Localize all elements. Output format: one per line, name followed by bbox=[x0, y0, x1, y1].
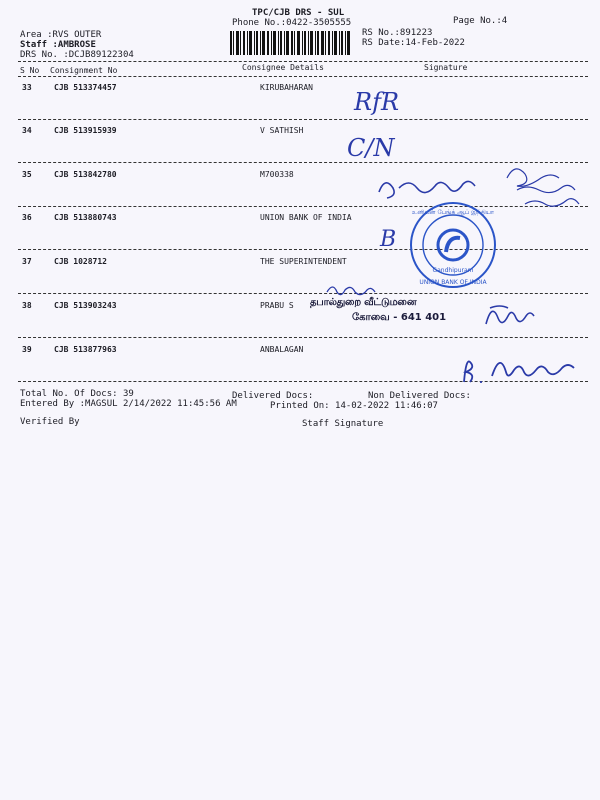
row-consignee: PRABU S bbox=[260, 301, 294, 310]
seal-branch-text: Gandhipuram bbox=[432, 267, 474, 274]
handwriting-row-36: B bbox=[380, 227, 397, 252]
divider-header-top bbox=[18, 61, 588, 62]
signature-row-33 bbox=[350, 82, 420, 122]
rs-number: RS No.:891223 bbox=[362, 28, 433, 38]
row-sno: 36 bbox=[22, 213, 32, 222]
total-docs: Total No. Of Docs: 39 bbox=[20, 389, 134, 399]
delivered-docs: Delivered Docs: bbox=[232, 391, 314, 401]
row-sno: 39 bbox=[22, 345, 32, 354]
drs-number: DRS No. :DCJB89122304 bbox=[20, 50, 134, 60]
staff-label: Staff :AMBROSE bbox=[20, 40, 96, 50]
row-divider bbox=[18, 119, 588, 120]
non-delivered-docs: Non Delivered Docs: bbox=[368, 391, 471, 401]
divider-header-bottom bbox=[18, 76, 588, 77]
rs-date: RS Date:14-Feb-2022 bbox=[362, 38, 465, 48]
row-sno: 37 bbox=[22, 257, 32, 266]
signature-row-39 bbox=[458, 348, 583, 388]
col-consignment: Consignment No bbox=[50, 66, 118, 75]
row-consignee: ANBALAGAN bbox=[260, 345, 304, 354]
entered-by: Entered By :MAGSUL 2/14/2022 11:45:56 AM bbox=[20, 399, 237, 409]
page-number: Page No.:4 bbox=[453, 16, 508, 26]
handwritten-note-icon bbox=[325, 282, 385, 296]
row-consignment: CJB 513915939 bbox=[54, 126, 117, 135]
row-sno: 34 bbox=[22, 126, 32, 135]
row-consignment: CJB 513903243 bbox=[54, 301, 117, 310]
col-sno: S No bbox=[20, 66, 40, 75]
row-consignee: UNION BANK OF INDIA bbox=[260, 213, 352, 222]
doc-title: TPC/CJB DRS - SUL bbox=[252, 8, 345, 18]
seal-bottom-text: UNION BANK OF INDIA bbox=[419, 279, 487, 286]
col-signature: Signature bbox=[424, 63, 468, 72]
printed-on: Printed On: 14-02-2022 11:46:07 bbox=[270, 401, 438, 411]
row-divider bbox=[18, 293, 588, 294]
col-consignee: Consignee Details bbox=[242, 63, 324, 72]
handwriting-row-33: RfR bbox=[354, 88, 400, 116]
signature-row-36 bbox=[378, 218, 410, 258]
verified-by: Verified By bbox=[20, 417, 80, 427]
office-stamp-line2: கோவை - 641 401 bbox=[352, 312, 447, 323]
row-consignment: CJB 1028712 bbox=[54, 257, 107, 266]
row-sno: 33 bbox=[22, 83, 32, 92]
row-consignee: KIRUBAHARAN bbox=[260, 83, 313, 92]
row-consignment: CJB 513877963 bbox=[54, 345, 117, 354]
signature-row-38 bbox=[482, 296, 542, 332]
barcode bbox=[230, 31, 350, 55]
row-consignee: M700338 bbox=[260, 170, 294, 179]
row-consignee: THE SUPERINTENDENT bbox=[260, 257, 347, 266]
staff-signature: Staff Signature bbox=[302, 419, 384, 429]
phone-number: Phone No.:0422-3505555 bbox=[232, 18, 352, 28]
seal-top-text: உனியன் பேங்க் ஆப் இந்தியா bbox=[411, 209, 495, 216]
row-divider bbox=[18, 337, 588, 338]
row-consignment: CJB 513842780 bbox=[54, 170, 117, 179]
row-consignee: V SATHISH bbox=[260, 126, 304, 135]
row-sno: 35 bbox=[22, 170, 32, 179]
office-stamp-line1: தபால்துறை வீட்டுமனை bbox=[310, 297, 417, 308]
bank-seal-stamp bbox=[408, 200, 498, 290]
row-consignment: CJB 513374457 bbox=[54, 83, 117, 92]
handwriting-row-34: C/N bbox=[347, 134, 395, 162]
row-consignment: CJB 513880743 bbox=[54, 213, 117, 222]
area-label: Area :RVS OUTER bbox=[20, 30, 102, 40]
row-divider bbox=[18, 249, 588, 250]
row-sno: 38 bbox=[22, 301, 32, 310]
